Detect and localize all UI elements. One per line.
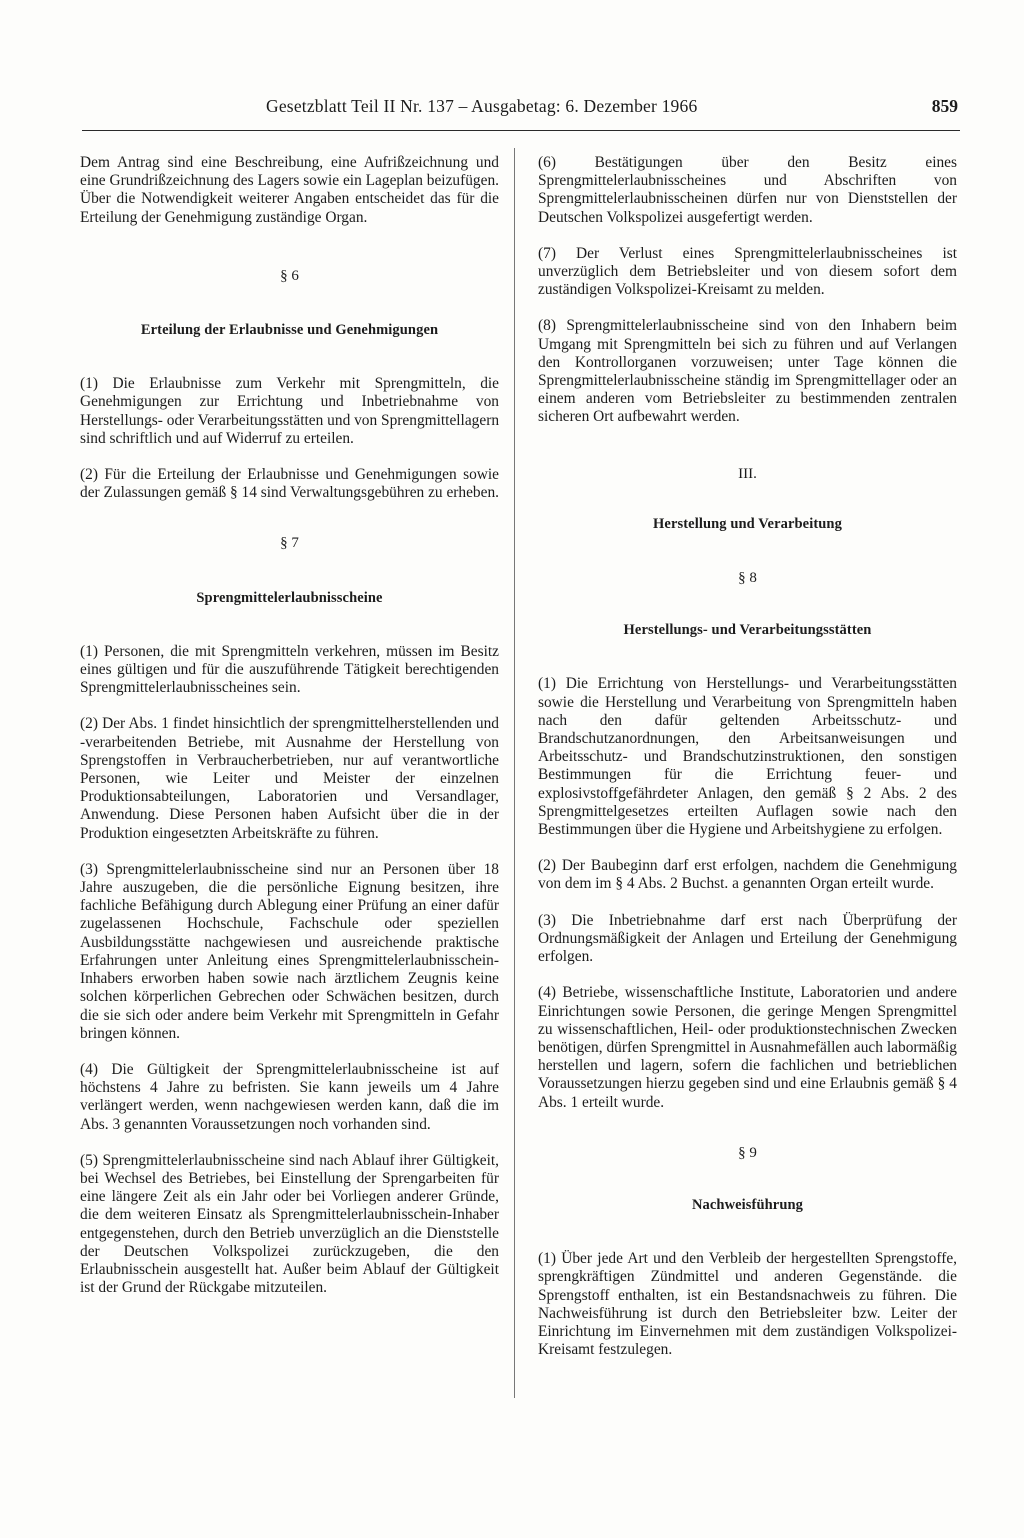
section-6-number: § 6	[280, 267, 299, 284]
section-6-paragraph-2: (2) Für die Erteilung der Erlaubnisse und Genehmigungen sowie der Zulassungen gemäß § 14 sind Verwaltungsgebühren zu erheben.	[80, 466, 499, 502]
section-7-paragraph-2: (2) Der Abs. 1 findet hinsichtlich der sprengmittelherstellenden und -verarbeitenden Betriebe, mit Ausnahme der Herstellung von Sprengstoffen in Verbraucherbetrieben, nur auf verantwortliche Personen, wie Leiter und Meister der einzelnen Produktionsabteilungen, Laboratorien und Versandlager, Anwendung. Diese Personen haben Aufsicht über die in der Produktion eingesetzten Arbeitskräfte zu führen.	[80, 715, 499, 842]
section-7-paragraph-4: (4) Die Gültigkeit der Sprengmittelerlaubnisscheine ist auf höchstens 4 Jahre zu befristen. Sie kann jeweils um 4 Jahre verlängert werden, wenn nachgewiesen werden kann, daß die im Abs. 3 genannten Voraussetzungen noch vorhanden sind.	[80, 1060, 499, 1133]
right-column	[538, 154, 957, 1377]
header-title: Gesetzblatt Teil II Nr. 137 – Ausgabetag: 6. Dezember 1966	[266, 96, 698, 116]
section-9-number: § 9	[738, 1144, 757, 1161]
section-7-number: § 7	[280, 535, 299, 552]
section-8-paragraph-4: (4) Betriebe, wissenschaftliche Institute, Laboratorien und andere Einrichtungen sowie Personen, die geringe Mengen Sprengmittel zu wissenschaftlichen, Heil- oder produktionstechnischen Zwecken benötigen, dürfen Sprengmittel in Ausnahmefällen auch labormäßig herstellen und lagern, sofern die fachlichen und betrieblichen Voraussetzungen hierzu gegeben sind und eine Erlaubnis gemäß § 4 Abs. 1 erteilt wurde.	[538, 984, 957, 1111]
section-7-paragraph-5: (5) Sprengmittelerlaubnisscheine sind nach Ablauf ihrer Gültigkeit, bei Wechsel des Betriebes, bei Einstellung der Sprengarbeiten für eine längere Zeit als ein Jahr oder bei Vorliegen anderer Gründe, die dem weiteren Einsatz als Sprengmittelerlaubnisschein-Inhaber entgegenstehen, durch den Betrieb unverzüglich an die Dienststelle der Deutschen Volkspolizei zurückzugeben, die den Erlaubnisschein ausgestellt hat. Außer beim Ablauf der Gültigkeit ist der Grund der Rückgabe mitzuteilen.	[80, 1151, 499, 1297]
section-7-paragraph-1: (1) Personen, die mit Sprengmitteln verkehren, müssen im Besitz eines gültigen und für die auszuführende Tätigkeit berechtigenden Sprengmittelerlaubnisscheines sein.	[80, 642, 499, 697]
left-column	[80, 154, 499, 1315]
section-7-paragraph-7: (7) Der Verlust eines Sprengmittelerlaubnisscheines ist unverzüglich dem Betriebsleiter und von diesem sofort dem zuständigen Volkspolizei-Kreisamt zu melden.	[538, 244, 957, 299]
section-8-paragraph-3: (3) Die Inbetriebnahme darf erst nach Überprüfung der Ordnungsmäßigkeit der Anlagen und Erteilung der Genehmigung erfolgen.	[538, 911, 957, 966]
section-8-title: Herstellungs- und Verarbeitungsstätten	[623, 622, 872, 639]
section-7-paragraph-8: (8) Sprengmittelerlaubnisscheine sind von den Inhabern beim Umgang mit Sprengmitteln bei sich zu führen und auf Verlangen den Kontrollorganen vorzuweisen; unter Tage können die Sprengmittelerlaubnisscheine ständig im Sprengmittellager oder an einem anderen vom Betriebsleiter zu bestimmenden zentralen sicheren Ort aufbewahrt werden.	[538, 317, 957, 426]
header-rule	[82, 130, 960, 131]
paragraph-intro: Dem Antrag sind eine Beschreibung, eine Aufrißzeichnung und eine Grundrißzeichnung des Lagers sowie ein Lageplan beizufügen. Über die Notwendigkeit weiterer Angaben entscheidet das für die Erteilung der Genehmigung zuständige Organ.	[80, 154, 499, 226]
page-number: 859	[931, 96, 958, 116]
page-header	[82, 96, 962, 122]
section-7-title: Sprengmittelerlaubnisscheine	[196, 589, 383, 606]
column-divider	[514, 148, 515, 1398]
section-7-paragraph-6: (6) Bestätigungen über den Besitz eines Sprengmittelerlaubnisscheines und Abschriften von Sprengmittelerlaubnisscheinen dürfen nur von Dienststellen der Deutschen Volkspolizei ausgefertigt werden.	[538, 154, 957, 226]
section-8-paragraph-2: (2) Der Baubeginn darf erst erfolgen, nachdem die Genehmigung von dem im § 4 Abs. 2 Buchst. a genannten Organ erteilt wurde.	[538, 857, 957, 893]
section-7-paragraph-3: (3) Sprengmittelerlaubnisscheine sind nur an Personen über 18 Jahre auszugeben, die die persönliche Eignung besitzen, ihre fachliche Befähigung durch Ablegung einer Prüfung an einer dafür zugelassenen Hochschule, Fachschule oder speziellen Ausbildungsstätte nachgewiesen und ausreichende praktische Erfahrungen unter Anleitung eines Sprengmittelerlaubnisschein-Inhabers erworben haben sowie nach ärztlichem Zeugnis keine solchen körperlichen Gebrechen oder Schwächen besitzen, durch die sie sich oder andere beim Verkehr mit Sprengmitteln in Gefahr bringen können.	[80, 860, 499, 1042]
part-title: Herstellung und Verarbeitung	[653, 515, 842, 532]
part-number: III.	[738, 465, 757, 482]
section-9-title: Nachweisführung	[691, 1196, 804, 1213]
section-8-number: § 8	[738, 570, 757, 587]
section-9-paragraph-1: (1) Über jede Art und den Verbleib der hergestellten Sprengstoffe, sprengkräftigen Zündmittel und anderen Gegenstände. die Sprengstoff enthalten, ist ein Bestandsnachweis zu führen. Die Nachweisführung ist durch den Betriebsleiter bzw. Leiter der Einrichtung im Einvernehmen mit dem zuständigen Volkspolizei-Kreisamt festzulegen.	[538, 1250, 957, 1359]
section-6-paragraph-1: (1) Die Erlaubnisse zum Verkehr mit Sprengmitteln, die Genehmigungen zur Errichtung und Inbetriebnahme von Herstellungs- oder Verarbeitungsstätten und von Sprengmittellagern sind schriftlich und auf Widerruf zu erteilen.	[80, 375, 500, 447]
section-8-paragraph-1: (1) Die Errichtung von Herstellungs- und Verarbeitungsstätten sowie die Herstellung und Verarbeitung von Sprengmitteln haben nach den dafür geltenden Arbeitsschutz- und Brandschutzanordnungen, den Arbeitsanweisungen und Arbeitsschutz- und Brandschutzinstruktionen, den sonstigen Bestimmungen für die Errichtung feuer- und explosivstoffgefährdeter Anlagen, den gemäß § 2 Abs. 2 des Sprengmittelgesetzes erteilten Auflagen sowie nach den Bestimmungen über die Hygiene und Arbeitshygiene zu erfolgen.	[538, 675, 957, 839]
section-6-title: Erteilung der Erlaubnisse und Genehmigungen	[140, 322, 439, 339]
